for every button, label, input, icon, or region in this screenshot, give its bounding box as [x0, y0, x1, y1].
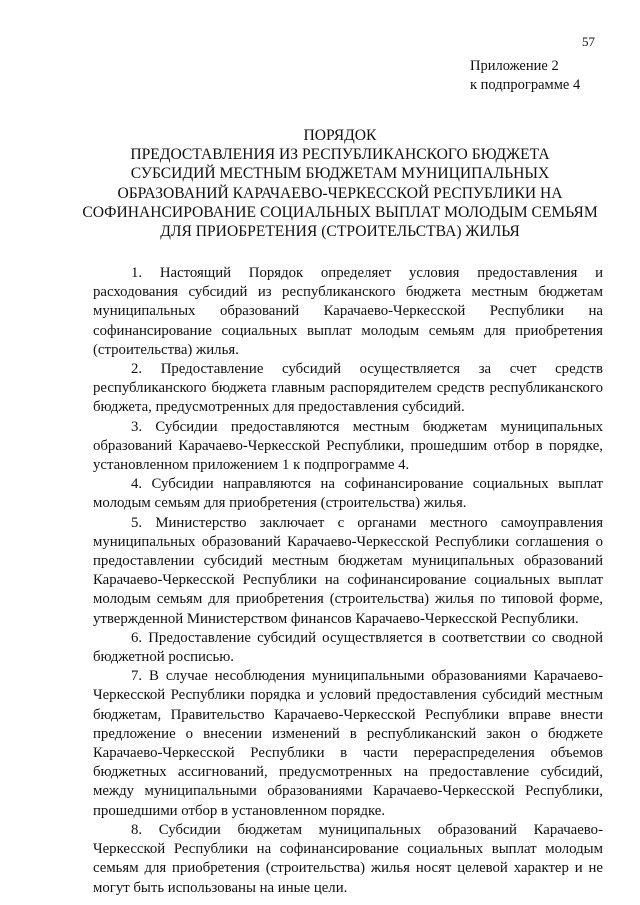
document-title: [70, 126, 610, 241]
paragraph: 8. Субсидии бюджетам муниципальных образований Карачаево-Черкесской Республики на софинансирование социальных выплат молодым семьям для приобретения (строительства) жилья носят целевой характер и не могут быть использованы на иные цели.: [93, 821, 603, 896]
title-line: ПОРЯДОК: [303, 127, 377, 144]
page-number: 57: [582, 34, 595, 49]
title-line: ОБРАЗОВАНИЙ КАРАЧАЕВО-ЧЕРКЕССКОЙ РЕСПУБЛИКИ НА: [117, 184, 563, 202]
document-body: [93, 264, 603, 898]
paragraph: 5. Министерство заключает с органами местного самоуправления муниципальных образований Карачаево-Черкесской Республики соглашения о предоставлении субсидий местным бюджетам муниципальных образований Карачаево-Черкесской Республики на софинансирование социальных выплат молодым семьям для приобретения (строительства) жилья по типовой форме, утвержденной Министерством финансов Карачаево-Черкесской Республики.: [93, 514, 603, 627]
paragraph: 4. Субсидии направляются на софинансирование социальных выплат молодым семьям для приобретения (строительства) жилья.: [93, 476, 603, 512]
annex-line: Приложение 2: [470, 58, 559, 74]
title-line: ПРЕДОСТАВЛЕНИЯ ИЗ РЕСПУБЛИКАНСКОГО БЮДЖЕТА: [130, 146, 550, 164]
title-line: ДЛЯ ПРИОБРЕТЕНИЯ (СТРОИТЕЛЬСТВА) ЖИЛЬЯ: [160, 223, 520, 241]
paragraph: 7. В случае несоблюдения муниципальными образованиями Карачаево-Черкесской Республики порядка и условий предоставления субсидий местным бюджетам, Правительство Карачаево-Черкесской Республики вправе внести предложение о внесении изменений в республиканский закон о бюджете Карачаево-Черкесской Республики в части перераспределения объемов бюджетных ассигнований, предусмотренных на предоставление субсидий, между муниципальными образованиями Карачаево-Черкесской Республики, прошедшими отбор в установленном порядке.: [93, 668, 603, 819]
title-line: СОФИНАНСИРОВАНИЕ СОЦИАЛЬНЫХ ВЫПЛАТ МОЛОДЫМ СЕМЬЯМ: [82, 203, 598, 221]
paragraph: 2. Предоставление субсидий осуществляется за счет средств республиканского бюджета главным распорядителем средств республиканского бюджета, предусмотренных для предоставления субсидий.: [93, 361, 603, 416]
paragraph: 1. Настоящий Порядок определяет условия предоставления и расходования субсидий из республиканского бюджета местным бюджетам муниципальных образований Карачаево-Черкесской Республики на софинансирование социальных выплат молодым семьям для приобретения (строительства) жилья.: [93, 265, 603, 358]
annex-reference: [470, 57, 580, 95]
title-line: СУБСИДИЙ МЕСТНЫМ БЮДЖЕТАМ МУНИЦИПАЛЬНЫХ: [130, 165, 550, 183]
annex-line: к подпрограмме 4: [470, 77, 581, 93]
paragraph: 3. Субсидии предоставляются местным бюджетам муниципальных образований Карачаево-Черкесской Республики, прошедшим отбор в порядке, установленном приложением 1 к подпрограмме 4.: [93, 418, 603, 474]
paragraph: 6. Предоставление субсидий осуществляется в соответствии со сводной бюджетной росписью.: [93, 629, 603, 666]
